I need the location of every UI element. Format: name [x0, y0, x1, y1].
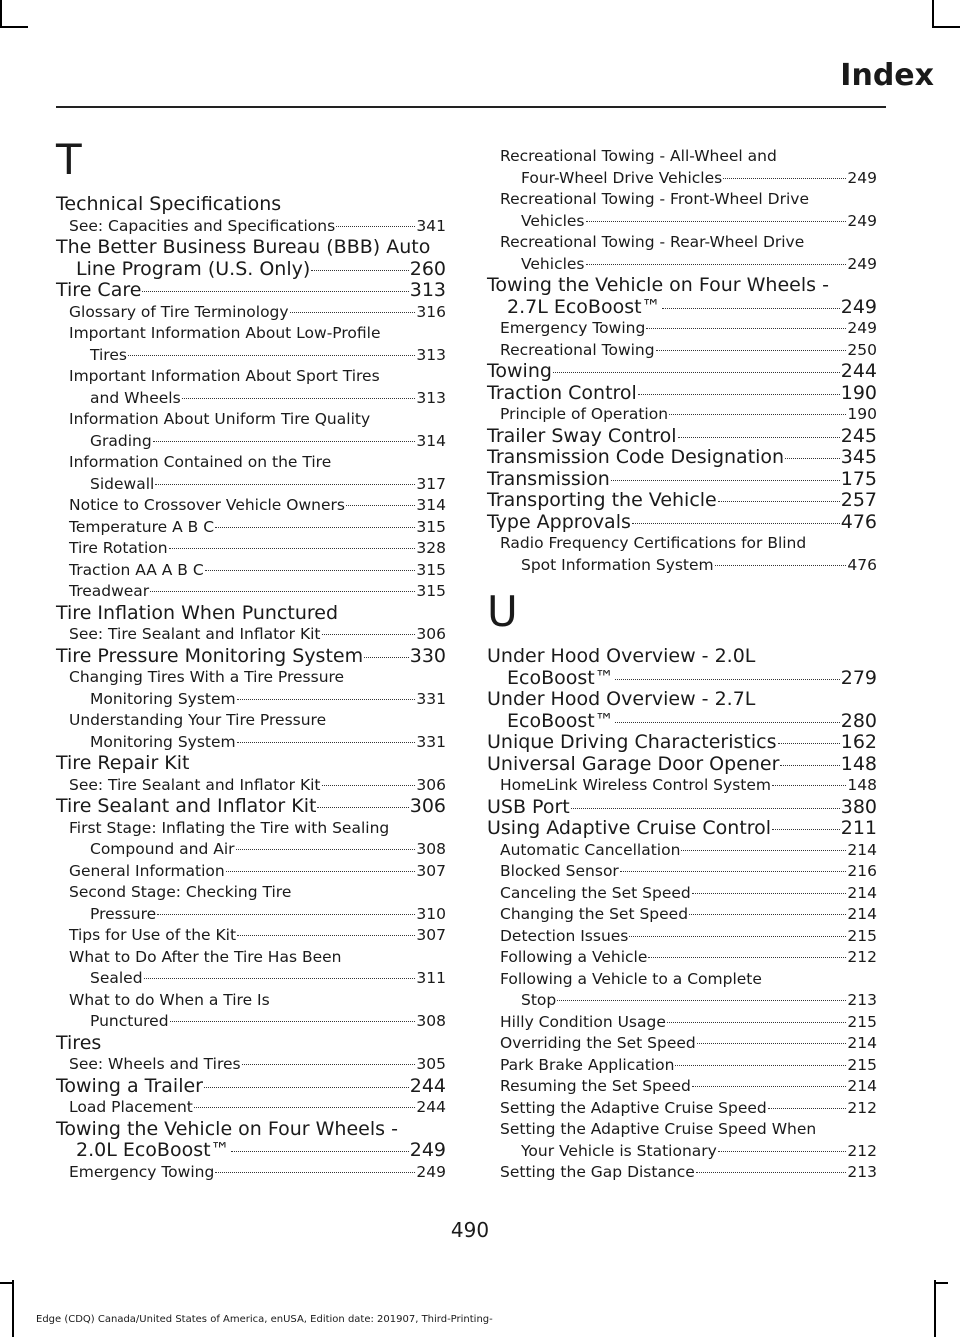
index-subentry[interactable]: Sealed 311 — [90, 969, 446, 987]
index-entry[interactable]: EcoBoost™ 280 — [507, 709, 877, 732]
crop-mark — [932, 0, 934, 28]
index-subentry[interactable]: Setting the Adaptive Cruise Speed 212 — [500, 1098, 877, 1117]
index-subentry: Important Information About Sport Tires — [69, 367, 380, 385]
index-subentry[interactable]: Tips for Use of the Kit 307 — [69, 926, 446, 944]
index-entry: The Better Business Bureau (BBB) Auto — [56, 236, 431, 258]
index-entry[interactable]: Unique Driving Characteristics 162 — [487, 731, 877, 753]
index-subentry[interactable]: Spot Information System 476 — [521, 555, 877, 574]
index-subentry: Recreational Towing - Front-Wheel Drive — [500, 190, 809, 208]
index-subentry: Recreational Towing - Rear-Wheel Drive — [500, 233, 805, 251]
index-subentry[interactable]: HomeLink Wireless Control System 148 — [500, 776, 877, 794]
index-entry[interactable]: Line Program (U.S. Only) 260 — [76, 257, 446, 280]
index-subentry: First Stage: Inflating the Tire with Sealing — [69, 818, 390, 837]
index-entry[interactable]: Universal Garage Door Opener 148 — [487, 752, 877, 775]
index-subentry: What to do When a Tire Is — [69, 990, 270, 1009]
index-entry: Tire Repair Kit — [56, 752, 190, 774]
index-subentry[interactable]: Principle of Operation 190 — [500, 405, 877, 423]
section-letter: U — [487, 587, 518, 636]
index-entry[interactable]: Type Approvals 476 — [487, 510, 877, 533]
index-subentry[interactable]: and Wheels 313 — [90, 388, 446, 407]
index-subentry[interactable]: Pressure 310 — [90, 904, 446, 923]
crop-mark — [12, 1280, 14, 1337]
index-entry[interactable]: Tire Care 313 — [56, 279, 446, 301]
index-subentry[interactable]: Blocked Sensor 216 — [500, 862, 877, 880]
index-subentry[interactable]: Stop 213 — [521, 991, 877, 1009]
index-column-right — [487, 146, 877, 1184]
index-entry[interactable]: Tire Sealant and Inflator Kit 306 — [56, 795, 446, 817]
index-subentry[interactable]: See: Tire Sealant and Inflator Kit 306 — [69, 775, 446, 794]
index-subentry[interactable]: Compound and Air 308 — [90, 840, 446, 858]
index-subentry[interactable]: Monitoring System 331 — [90, 689, 446, 708]
index-subentry: Setting the Adaptive Cruise Speed When — [500, 1120, 817, 1138]
index-entry: Towing the Vehicle on Four Wheels - — [487, 274, 829, 296]
index-subentry: Understanding Your Tire Pressure — [69, 711, 327, 729]
index-subentry[interactable]: Treadwear 315 — [69, 582, 446, 600]
index-subentry[interactable]: Four-Wheel Drive Vehicles 249 — [521, 168, 877, 187]
index-subentry[interactable]: Overriding the Set Speed 214 — [500, 1034, 877, 1052]
index-subentry[interactable]: Tires 313 — [90, 345, 446, 364]
crop-mark — [0, 0, 2, 28]
index-subentry: Important Information About Low-Profile — [69, 324, 381, 342]
index-subentry[interactable]: Glossary of Tire Terminology 316 — [69, 302, 446, 321]
index-entry: Under Hood Overview - 2.7L — [487, 688, 756, 710]
section-letter: T — [56, 135, 82, 184]
page-title: Index — [840, 58, 934, 93]
index-entry[interactable]: Towing 244 — [487, 360, 877, 382]
index-entry: Technical Specifications — [56, 193, 282, 215]
crop-mark — [932, 26, 960, 28]
index-entry[interactable]: EcoBoost™ 279 — [507, 666, 877, 689]
index-subentry[interactable]: Detection Issues 215 — [500, 926, 877, 945]
index-subentry: Information About Uniform Tire Quality — [69, 410, 371, 428]
index-subentry: What to Do After the Tire Has Been — [69, 947, 342, 966]
index-subentry[interactable]: Recreational Towing 250 — [500, 340, 877, 359]
index-entry: Towing the Vehicle on Four Wheels - — [56, 1117, 398, 1140]
index-subentry[interactable]: Tire Rotation 328 — [69, 539, 446, 557]
index-entry: Tires — [56, 1031, 102, 1054]
index-subentry[interactable]: Notice to Crossover Vehicle Owners 314 — [69, 496, 446, 514]
index-subentry[interactable]: Vehicles 249 — [521, 254, 877, 273]
index-subentry[interactable]: Grading 314 — [90, 431, 446, 450]
index-subentry[interactable]: Monitoring System 331 — [90, 732, 446, 751]
index-entry[interactable]: Traction Control 190 — [487, 381, 877, 404]
index-entry[interactable]: Using Adaptive Cruise Control 211 — [487, 817, 877, 839]
index-entry[interactable]: Transporting the Vehicle 257 — [487, 489, 877, 511]
crop-mark — [0, 1282, 14, 1284]
index-subentry[interactable]: Emergency Towing 249 — [500, 319, 877, 337]
index-subentry[interactable]: Temperature A B C 315 — [69, 517, 446, 536]
index-subentry: Second Stage: Checking Tire — [69, 883, 292, 901]
index-subentry[interactable]: See: Tire Sealant and Inflator Kit 306 — [69, 625, 446, 643]
index-entry[interactable]: 2.0L EcoBoost™ 249 — [76, 1139, 446, 1161]
index-subentry[interactable]: Load Placement 244 — [69, 1098, 446, 1116]
index-subentry[interactable]: Canceling the Set Speed 214 — [500, 883, 877, 902]
crop-mark — [0, 26, 28, 28]
index-subentry[interactable]: Vehicles 249 — [521, 211, 877, 230]
index-subentry: Changing Tires With a Tire Pressure — [69, 668, 345, 686]
index-subentry[interactable]: Resuming the Set Speed 214 — [500, 1077, 877, 1095]
index-entry[interactable]: Trailer Sway Control 245 — [487, 424, 877, 447]
index-subentry[interactable]: Your Vehicle is Stationary 212 — [521, 1141, 877, 1160]
index-column-left — [56, 132, 446, 1183]
index-subentry: Information Contained on the Tire — [69, 453, 332, 471]
index-entry[interactable]: 2.7L EcoBoost™ 249 — [507, 295, 877, 318]
index-subentry: Recreational Towing - All-Wheel and — [500, 147, 777, 165]
index-subentry[interactable]: Hilly Condition Usage 215 — [500, 1012, 877, 1031]
index-entry[interactable]: Towing a Trailer 244 — [56, 1074, 446, 1097]
index-entry: Under Hood Overview - 2.0L — [487, 645, 756, 667]
index-subentry[interactable]: See: Capacities and Specifications 341 — [69, 216, 446, 235]
page-number: 490 — [450, 1218, 490, 1242]
index-subentry[interactable]: Sidewall 317 — [90, 474, 446, 493]
index-subentry[interactable]: Punctured 308 — [90, 1012, 446, 1030]
index-entry[interactable]: Transmission Code Designation 345 — [487, 446, 877, 468]
index-subentry[interactable]: Setting the Gap Distance 213 — [500, 1163, 877, 1181]
index-subentry: Following a Vehicle to a Complete — [500, 969, 762, 988]
crop-mark — [934, 1280, 936, 1337]
index-subentry[interactable]: See: Wheels and Tires 305 — [69, 1055, 446, 1073]
index-subentry: Radio Frequency Certifications for Blind — [500, 534, 807, 552]
index-entry[interactable]: Tire Pressure Monitoring System 330 — [56, 644, 446, 667]
header-divider — [56, 106, 886, 108]
index-subentry[interactable]: Following a Vehicle 212 — [500, 948, 877, 966]
footer-edition-text: Edge (CDQ) Canada/United States of America, enUSA, Edition date: 201907, Third-Printing- — [36, 1314, 493, 1325]
index-entry[interactable]: USB Port 380 — [487, 795, 877, 818]
index-subentry[interactable]: Changing the Set Speed 214 — [500, 905, 877, 923]
index-entry[interactable]: Transmission 175 — [487, 467, 877, 490]
index-subentry[interactable]: Traction AA A B C 315 — [69, 560, 446, 579]
index-entry: Tire Inflation When Punctured — [56, 601, 339, 624]
crop-mark — [934, 1282, 948, 1284]
index-subentry[interactable]: Automatic Cancellation 214 — [500, 840, 877, 859]
index-subentry[interactable]: Emergency Towing 249 — [69, 1162, 446, 1181]
index-subentry[interactable]: General Information 307 — [69, 861, 446, 880]
index-subentry[interactable]: Park Brake Application 215 — [500, 1055, 877, 1074]
